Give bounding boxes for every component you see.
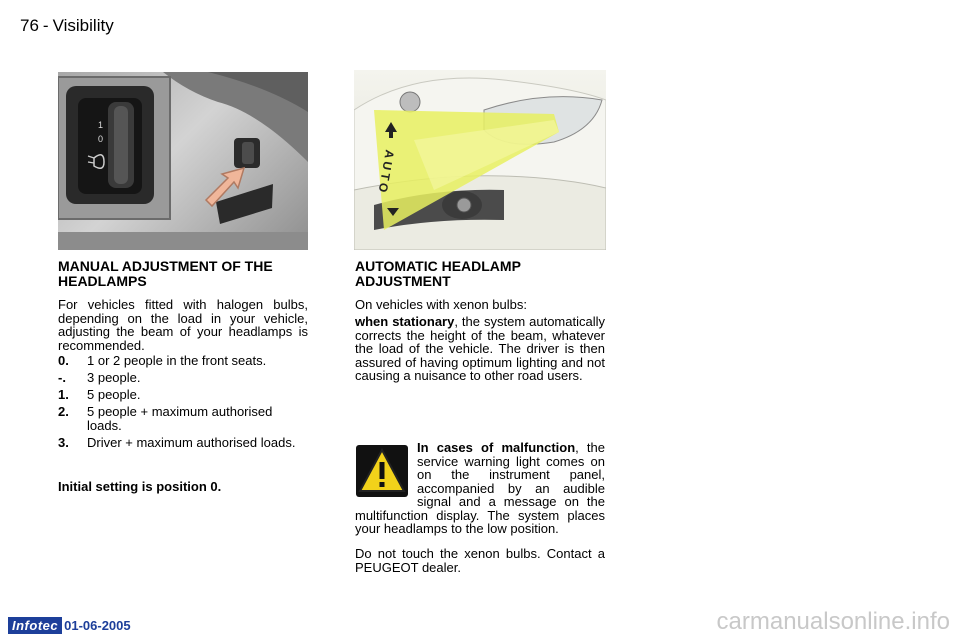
page-number: 76 [20, 16, 39, 35]
switch-mark-1: 1 [98, 120, 104, 130]
switch-mark-0: 0 [98, 134, 104, 144]
switch-illustration [58, 72, 308, 250]
initial-setting-note: Initial setting is position 0. [58, 479, 222, 494]
stationary-text: , the system automatically corrects the height of the beam, whatever the load of the vehicle. The driver is then assured of having optimum lighting and not causing a nuisance to other road users. [355, 314, 606, 383]
section-title: Visibility [52, 16, 114, 35]
switch-photo [58, 72, 308, 250]
malfunction-bold: In cases of malfunction [417, 440, 576, 455]
car-illustration [354, 70, 606, 250]
automatic-adjustment-title: AUTOMATIC HEADLAMP ADJUSTMENT [355, 258, 521, 289]
infotec-logo: Infotec [8, 617, 62, 634]
list-item: -. 3 people. [58, 370, 141, 385]
list-item: 3. Driver + maximum authorised loads. [58, 434, 296, 450]
page-header [20, 16, 114, 36]
manual-adjustment-intro: For vehicles fitted with halogen bulbs, depending on the load in your vehicle, adjusting the beam of your headlamps is recommended. [58, 297, 308, 353]
list-item: 2. 5 people + maximum authorised loads. [58, 404, 273, 433]
footer [8, 617, 131, 634]
xenon-warning-paragraph: Do not touch the xenon bulbs. Contact a PEUGEOT dealer. [355, 546, 605, 575]
list-item: 1. 5 people. [58, 387, 141, 402]
list-item: 0. 1 or 2 people in the front seats. [58, 353, 267, 368]
footer-date: 01-06-2005 [64, 618, 131, 633]
car-photo [354, 70, 606, 250]
stationary-paragraph [355, 315, 605, 383]
watermark: carmanualsonline.info [716, 608, 950, 635]
xenon-intro: On vehicles with xenon bulbs: [355, 297, 527, 312]
stationary-bold: when stationary [355, 314, 455, 329]
position-list [58, 354, 310, 453]
manual-adjustment-title: MANUAL ADJUSTMENT OF THE HEADLAMPS [58, 258, 273, 289]
auto-label: AUTO [375, 148, 397, 197]
malfunction-paragraph [355, 441, 605, 536]
header-separator: - [42, 16, 49, 35]
malfunction-text: , the service warning light comes on on the instrument panel, accompanied by an audible signal and a message on the multifunction display. The system places your headlamps to the low position. [355, 440, 605, 536]
